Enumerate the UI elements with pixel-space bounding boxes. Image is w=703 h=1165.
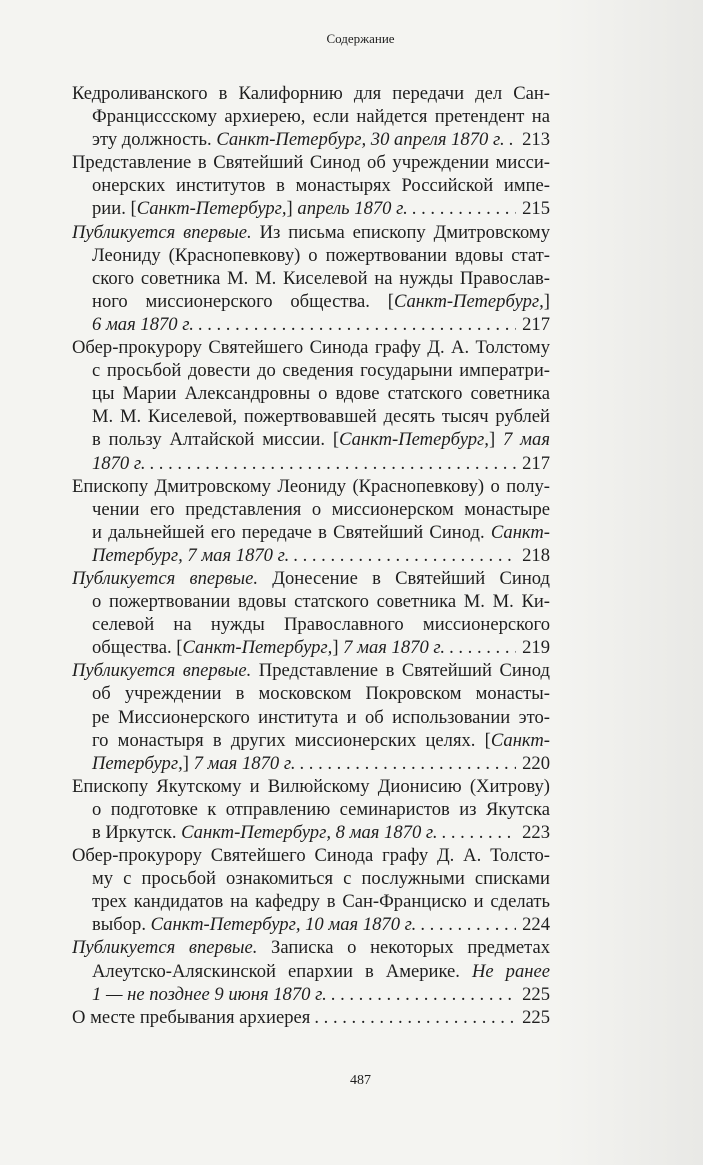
toc-entry[interactable] <box>72 844 550 936</box>
toc-line <box>72 359 550 382</box>
text: Из письма епископу Дмитровскому <box>251 221 550 243</box>
toc-line <box>72 244 550 267</box>
toc-line-text <box>72 844 550 867</box>
toc-line-text <box>72 475 550 498</box>
toc-line <box>72 382 550 405</box>
italic-text: Санкт-Петербург, <box>136 198 287 220</box>
dot-leader <box>293 544 516 567</box>
toc-line <box>72 567 550 590</box>
text: чении его представления о миссионерском монастыре <box>92 498 550 520</box>
text: го монастыря в других миссионерских целях. [ <box>92 729 491 751</box>
text: трех кандидатов на кафедру в Сан-Франциско и сделать <box>92 891 550 913</box>
dot-leader <box>412 197 516 220</box>
text: Франциccскому архиерею, если найдется претендент на <box>92 106 550 128</box>
toc-page-number: 224 <box>522 914 550 936</box>
toc-line <box>72 267 550 290</box>
toc-line <box>72 890 550 913</box>
toc-line-text <box>92 636 445 659</box>
toc-line <box>72 913 550 936</box>
italic-text: Санкт-Петербург, <box>393 290 544 312</box>
toc-line-text <box>92 729 550 752</box>
toc-line <box>72 475 550 498</box>
toc-line <box>72 82 550 105</box>
toc-page-number: 225 <box>522 983 550 1005</box>
toc-line <box>72 313 550 336</box>
text: Донесение в Святейший Синод <box>258 567 550 589</box>
toc-line-text <box>72 151 550 174</box>
toc-line-text <box>92 798 550 821</box>
toc-page-number: 219 <box>522 637 550 659</box>
text: М. М. Киселевой, пожертвовавшей десять тысяч рублей <box>92 406 550 428</box>
text: ного миссионерского общества. [ <box>92 290 394 312</box>
toc-entry[interactable] <box>72 151 550 220</box>
italic-text: Публикуется впервые. <box>72 660 252 682</box>
toc-entry[interactable] <box>72 567 550 659</box>
toc-line <box>72 636 550 659</box>
italic-text: Санкт-Петербург, 10 мая 1870 г. <box>150 914 417 936</box>
text: выбор. <box>92 914 151 936</box>
italic-text: 7 мая 1870 г. <box>343 637 446 659</box>
text: ] <box>488 429 504 451</box>
text: Представление в Святейший Синод об учреждении миcси- <box>72 152 550 174</box>
italic-text: Петербург, <box>92 752 183 774</box>
italic-text: Санкт-Петербург, 8 мая 1870 г. <box>181 822 438 843</box>
italic-text: Санкт-Петербург, <box>182 637 333 659</box>
toc-line <box>72 729 550 752</box>
toc-line <box>72 428 550 451</box>
text: онерских институтов в монастырях Российской импе- <box>92 175 550 197</box>
toc-line <box>72 452 550 475</box>
toc-line-text <box>92 613 550 636</box>
text: о пожертвовании вдовы статского советника М. М. Ки- <box>92 591 550 613</box>
text: ] <box>182 752 194 774</box>
dot-leader <box>314 1006 516 1029</box>
toc-line-text <box>72 1006 310 1029</box>
dot-leader <box>299 752 516 775</box>
toc-line <box>72 174 550 197</box>
text: Представление в Святейший Синод <box>251 660 550 682</box>
toc-page-number: 217 <box>522 452 550 474</box>
toc-entry[interactable] <box>72 82 550 151</box>
toc-line <box>72 128 550 151</box>
toc-line-text <box>92 960 550 983</box>
toc-entry[interactable] <box>72 336 550 475</box>
dot-leader <box>509 128 516 151</box>
toc-line-text <box>92 105 550 128</box>
italic-text: Санкт-Петербург, 30 апреля 1870 г. <box>216 129 505 151</box>
text: ре Миссионерского института и об использовании это- <box>92 706 550 728</box>
italic-text: 7 мая 1870 г. <box>193 752 296 774</box>
toc-line-text <box>92 890 550 913</box>
toc-line <box>72 105 550 128</box>
toc-line <box>72 682 550 705</box>
toc-line-text <box>92 498 550 521</box>
toc-page-number: 217 <box>522 313 550 335</box>
toc-line-text <box>92 867 550 890</box>
text: Епископу Дмитровскому Леониду (Краснопевкову) о полу- <box>72 475 550 497</box>
toc-line-text <box>92 544 289 567</box>
dot-leader <box>420 913 516 936</box>
text: о подготовке к отправлению семинаристов из Якутска <box>92 798 550 820</box>
text: об учреждении в московском Покровском монасты- <box>92 683 550 705</box>
toc-line-text <box>92 821 438 844</box>
text: эту должность. <box>92 129 217 151</box>
toc-line-text <box>72 221 550 244</box>
text: рии. [ <box>92 198 137 220</box>
toc-line-text <box>92 128 505 151</box>
toc-line <box>72 936 550 959</box>
text: в Иркутск. <box>92 822 182 843</box>
toc-line-text <box>92 313 194 336</box>
text: в пользу Алтайской миссии. [ <box>92 429 340 451</box>
toc-page-number: 225 <box>522 1006 550 1028</box>
toc-line <box>72 221 550 244</box>
toc-line <box>72 844 550 867</box>
italic-text: Публикуется впервые. <box>72 937 258 959</box>
running-header: Содержание <box>326 31 395 46</box>
page-shadow <box>553 0 703 1165</box>
text: Записка о некоторых предметах <box>257 937 550 959</box>
toc-line-text <box>92 382 550 405</box>
toc-page-number: 223 <box>522 822 550 843</box>
toc-line <box>72 290 550 313</box>
toc-line <box>72 798 550 821</box>
toc-page-number: 220 <box>522 752 550 774</box>
text: и дальнейшей его передаче в Святейший Синод. <box>92 521 491 543</box>
toc-line-text <box>92 174 550 197</box>
text: Епископу Якутскому и Вилюйскому Дионисию (Хитрову) <box>72 775 550 797</box>
toc-line <box>72 405 550 428</box>
toc-line-text <box>92 706 550 729</box>
toc-line-text <box>92 913 416 936</box>
toc-entry[interactable] <box>72 221 550 336</box>
toc-entry[interactable] <box>72 775 550 844</box>
toc-entry[interactable] <box>72 936 550 1028</box>
toc-line-text <box>92 752 295 775</box>
toc-page-number: 218 <box>522 544 550 566</box>
text: ] <box>543 290 550 312</box>
toc-entry[interactable] <box>72 475 550 567</box>
text: ] <box>332 637 344 659</box>
toc-line <box>72 613 550 636</box>
toc-line <box>72 983 550 1006</box>
text: О месте пребывания архиерея <box>72 1006 311 1028</box>
toc-line-text <box>92 290 550 313</box>
dot-leader <box>449 636 516 659</box>
toc-line <box>72 544 550 567</box>
text: с просьбой довести до сведения государыни императри- <box>92 360 550 382</box>
toc-line <box>72 659 550 682</box>
toc-line-text <box>92 197 408 220</box>
toc-line-text <box>92 267 550 290</box>
toc-line <box>72 521 550 544</box>
toc-line-text <box>92 521 550 544</box>
dot-leader <box>442 821 516 844</box>
italic-text: Петербург, 7 мая 1870 г. <box>92 544 290 566</box>
text: цы Марии Александровны о вдове статского советника <box>92 383 550 405</box>
toc-page-number: 213 <box>522 129 550 151</box>
italic-text: Публикуется впервые. <box>72 567 259 589</box>
toc-line-text <box>92 244 550 267</box>
toc-line <box>72 590 550 613</box>
dot-leader <box>150 452 517 475</box>
toc-line <box>72 336 550 359</box>
text: общества. [ <box>92 637 183 659</box>
text: Обер-прокурору Святейшего Синода графу Д. А. Толсто- <box>72 845 550 867</box>
toc-line-text <box>92 359 550 382</box>
toc-line <box>72 197 550 220</box>
text: ] <box>286 198 298 220</box>
toc-line <box>72 151 550 174</box>
italic-text: Публикуется впервые. <box>72 221 252 243</box>
italic-text: Санкт- <box>490 521 550 543</box>
italic-text: 1870 г. <box>92 452 146 474</box>
text: Кедроливанского в Калифорнию для передачи дел Сан- <box>72 83 550 104</box>
toc-line-text <box>92 983 327 1006</box>
text: Леониду (Краснопевкову) о пожертвовании вдовы стат- <box>92 244 550 266</box>
toc-line-text <box>92 590 550 613</box>
toc-line <box>72 706 550 729</box>
text: селевой на нужды Православного миссионерского <box>92 614 550 636</box>
text: ского советника М. М. Киселевой на нужды Православ- <box>92 267 550 289</box>
toc-line <box>72 1006 550 1029</box>
toc-line-text <box>92 452 146 475</box>
text: Обер-прокурору Святейшего Синода графу Д. А. Толстому <box>72 337 550 359</box>
dot-leader <box>331 983 516 1006</box>
toc-line <box>72 867 550 890</box>
toc-line <box>72 775 550 798</box>
table-of-contents <box>72 82 550 1029</box>
italic-text: Санкт-Петербург, <box>339 429 489 451</box>
toc-line-text <box>92 428 550 451</box>
toc-entry[interactable] <box>72 659 550 774</box>
toc-line-text <box>72 775 550 798</box>
text: Алеутско-Аляскинской епархии в Америке. <box>92 960 472 982</box>
italic-text: апрель 1870 г. <box>297 198 408 220</box>
toc-line-text <box>92 405 550 428</box>
italic-text: 7 мая <box>503 429 550 451</box>
toc-line-text <box>72 567 550 590</box>
dot-leader <box>198 313 516 336</box>
toc-line-text <box>92 682 550 705</box>
italic-text: Санкт- <box>490 729 550 751</box>
toc-line-text <box>72 82 550 105</box>
italic-text: Не ранее <box>471 960 550 982</box>
toc-page-number: 215 <box>522 198 550 220</box>
toc-line-text <box>72 659 550 682</box>
italic-text: 6 мая 1870 г. <box>92 313 194 335</box>
toc-line <box>72 752 550 775</box>
page-number: 487 <box>350 1073 371 1088</box>
toc-line-text <box>72 336 550 359</box>
toc-line <box>72 960 550 983</box>
italic-text: 1 — не позднее 9 июня 1870 г. <box>92 983 327 1005</box>
text: му с просьбой ознакомиться с послужными списками <box>92 868 550 890</box>
toc-line <box>72 821 550 844</box>
toc-line <box>72 498 550 521</box>
toc-line-text <box>72 936 550 959</box>
